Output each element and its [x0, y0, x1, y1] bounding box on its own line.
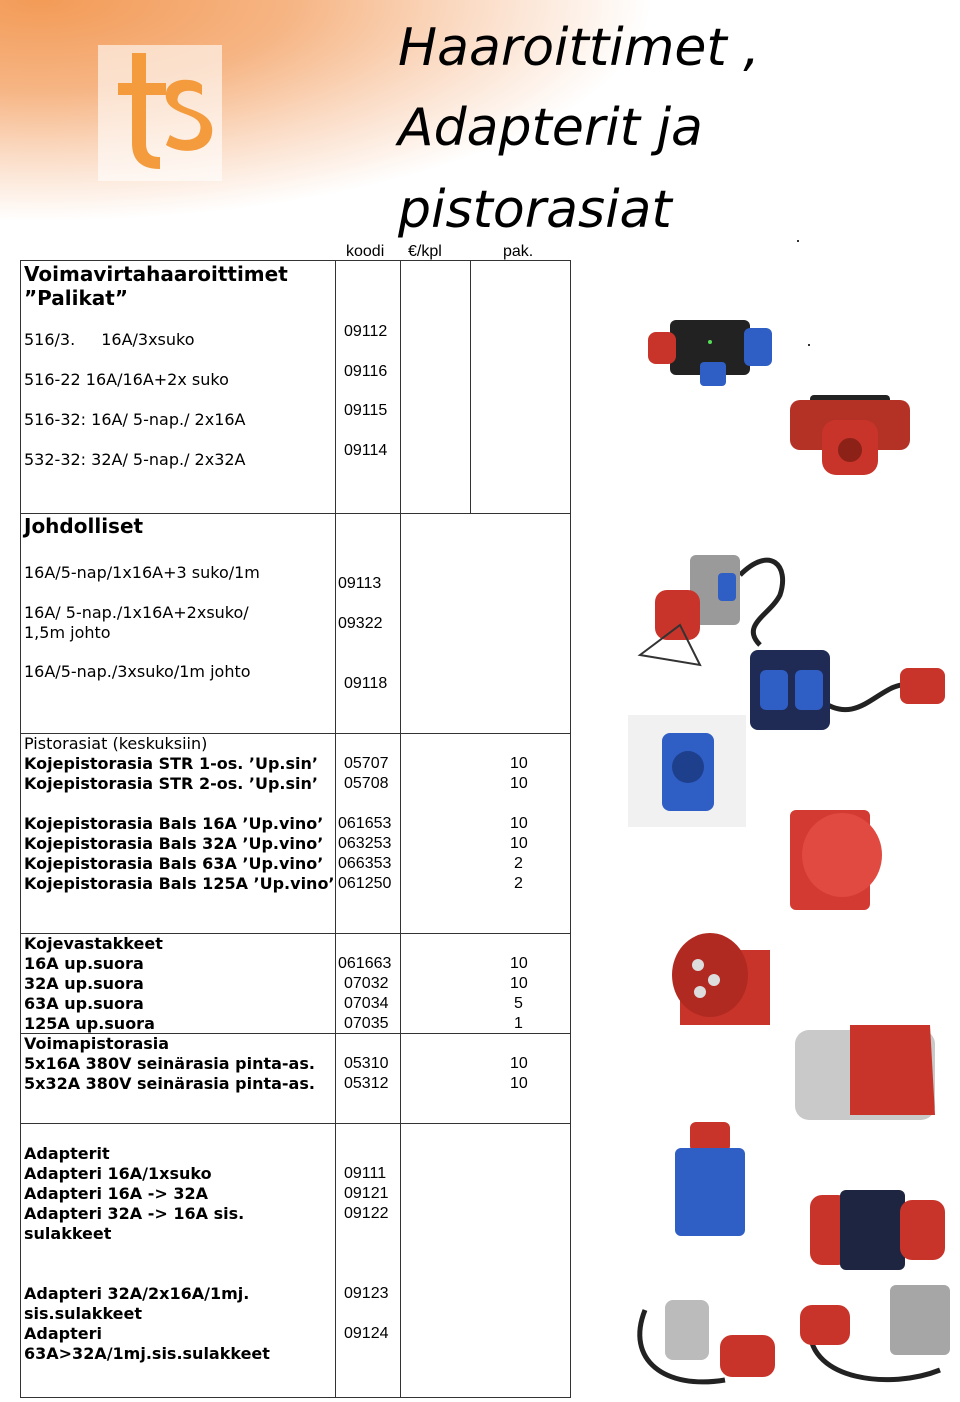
list-item-label: Kojepistorasia Bals 125A ’Up.vino’ [24, 874, 335, 893]
list-item-code: 07035 [344, 1015, 389, 1032]
list-item-pack: 5 [514, 995, 523, 1012]
list-item-code: 09114 [344, 442, 388, 459]
column-header-pack: pak. [503, 243, 534, 260]
product-image-socket-blue [628, 715, 746, 827]
column-divider-pack [470, 260, 471, 513]
column-divider-code [335, 260, 336, 1398]
list-item-label: 5x32A 380V seinärasia pinta-as. [24, 1074, 315, 1093]
list-item-code: 09113 [338, 575, 382, 592]
list-item-label: 532-32: 32A/ 5-nap./ 2x32A [24, 450, 246, 469]
list-item-code: 09121 [344, 1185, 389, 1202]
column-header-price: €/kpl [408, 243, 442, 260]
title-line-2: Adapterit ja [398, 98, 703, 158]
product-image-splitter-red [780, 390, 920, 480]
product-image-cable-adapter-32a [625, 1270, 785, 1395]
product-image-cable-adapter-63a [790, 1280, 960, 1395]
list-item-code: 05708 [344, 775, 389, 792]
company-logo [98, 45, 222, 181]
product-image-splitter-black [640, 310, 780, 390]
product-image-wall-socket [790, 1015, 940, 1125]
list-item-code: 09111 [344, 1165, 387, 1182]
list-item-pack: 10 [510, 835, 528, 852]
list-item-code: 066353 [338, 855, 392, 872]
list-item-pack: 2 [514, 875, 523, 892]
list-item-label: 16A/5-nap/1x16A+3 suko/1m [24, 563, 260, 582]
product-image-adapter-blue [665, 1120, 755, 1240]
list-item-pack: 1 [514, 1015, 523, 1032]
list-item-label: 63A up.suora [24, 994, 144, 1013]
list-item-code: 061653 [338, 815, 392, 832]
list-item-pack: 10 [510, 975, 528, 992]
list-item-label: Kojepistorasia STR 2-os. ’Up.sin’ [24, 774, 318, 793]
list-item-label: Kojepistorasia Bals 16A ’Up.vino’ [24, 814, 324, 833]
list-item-pack: 10 [510, 755, 528, 772]
list-item-label: 516-22 16A/16A+2x suko [24, 370, 229, 389]
list-item-label: 16A/ 5-nap./1x16A+2xsuko/ [24, 603, 249, 622]
list-item-label: 16A up.suora [24, 954, 144, 973]
column-header-code: koodi [346, 243, 385, 260]
product-image-socket-red [780, 800, 890, 920]
list-item-pack: 10 [510, 815, 528, 832]
list-item-label: 32A up.suora [24, 974, 144, 993]
decorative-dot [797, 240, 799, 242]
list-item-label: Kojepistorasia STR 1-os. ’Up.sin’ [24, 754, 318, 773]
list-item-code: 063253 [338, 835, 392, 852]
list-item-code: 061250 [338, 875, 392, 892]
list-item-label: 125A up.suora [24, 1014, 155, 1033]
list-item-pack: 10 [510, 1055, 528, 1072]
list-item-pack: 10 [510, 775, 528, 792]
title-line-1: Haaroittimet , [398, 18, 760, 78]
table-top-border [20, 260, 571, 261]
list-item-label: Adapteri 16A -> 32A [24, 1184, 209, 1203]
table-bottom-border [20, 1397, 571, 1398]
list-item-code: 05310 [344, 1055, 389, 1072]
list-item-label: 5x16A 380V seinärasia pinta-as. [24, 1054, 315, 1073]
list-item-label: 63A>32A/1mj.sis.sulakkeet [24, 1344, 270, 1363]
list-item-code: 05312 [344, 1075, 389, 1092]
list-item-label: 1,5m johto [24, 623, 111, 642]
list-item-code: 09118 [344, 675, 388, 692]
section-title: Johdolliset [24, 514, 144, 538]
list-item-code: 09123 [344, 1285, 389, 1302]
section-divider [20, 1123, 571, 1124]
list-item-label: sulakkeet [24, 1224, 112, 1243]
section-title: Pistorasiat (keskuksiin) [24, 734, 208, 753]
list-item-pack: 10 [510, 1075, 528, 1092]
list-item-label: 516/3. 16A/3xsuko [24, 330, 195, 349]
product-image-inlet-red [660, 920, 780, 1030]
list-item-code: 05707 [344, 755, 389, 772]
title-line-3: pistorasiat [398, 180, 672, 240]
list-item-code: 07032 [344, 975, 389, 992]
section-title: Voimapistorasia [24, 1034, 170, 1053]
list-item-pack: 10 [510, 955, 528, 972]
list-item-code: 07034 [344, 995, 389, 1012]
decorative-dot [808, 344, 810, 346]
list-item-label: 16A/5-nap./3xsuko/1m johto [24, 662, 251, 681]
table-right-border [570, 260, 571, 1398]
list-item-code: 09115 [344, 402, 388, 419]
section-subtitle: ”Palikat” [24, 286, 128, 310]
list-item-label: sis.sulakkeet [24, 1304, 143, 1323]
list-item-code: 09124 [344, 1325, 389, 1342]
column-divider-price [400, 260, 401, 1398]
list-item-label: Adapteri 16A/1xsuko [24, 1164, 212, 1183]
list-item-label: Kojepistorasia Bals 63A ’Up.vino’ [24, 854, 324, 873]
list-item-label: Adapteri 32A/2x16A/1mj. [24, 1284, 250, 1303]
list-item-code: 09322 [338, 615, 383, 632]
product-image-adapter-fused [800, 1180, 950, 1280]
product-image-cable-box [740, 640, 950, 740]
section-title: Adapterit [24, 1144, 110, 1163]
list-item-label: 516-32: 16A/ 5-nap./ 2x16A [24, 410, 246, 429]
list-item-label: Adapteri 32A -> 16A sis. [24, 1204, 245, 1223]
list-item-code: 09122 [344, 1205, 389, 1222]
list-item-label: Adapteri [24, 1324, 102, 1343]
list-item-label: Kojepistorasia Bals 32A ’Up.vino’ [24, 834, 324, 853]
list-item-code: 09112 [344, 323, 388, 340]
list-item-code: 09116 [344, 363, 388, 380]
list-item-code: 061663 [338, 955, 392, 972]
table-left-border [20, 260, 21, 1398]
section-title: Voimavirtahaaroittimet [24, 262, 288, 286]
section-title: Kojevastakkeet [24, 934, 163, 953]
list-item-pack: 2 [514, 855, 523, 872]
